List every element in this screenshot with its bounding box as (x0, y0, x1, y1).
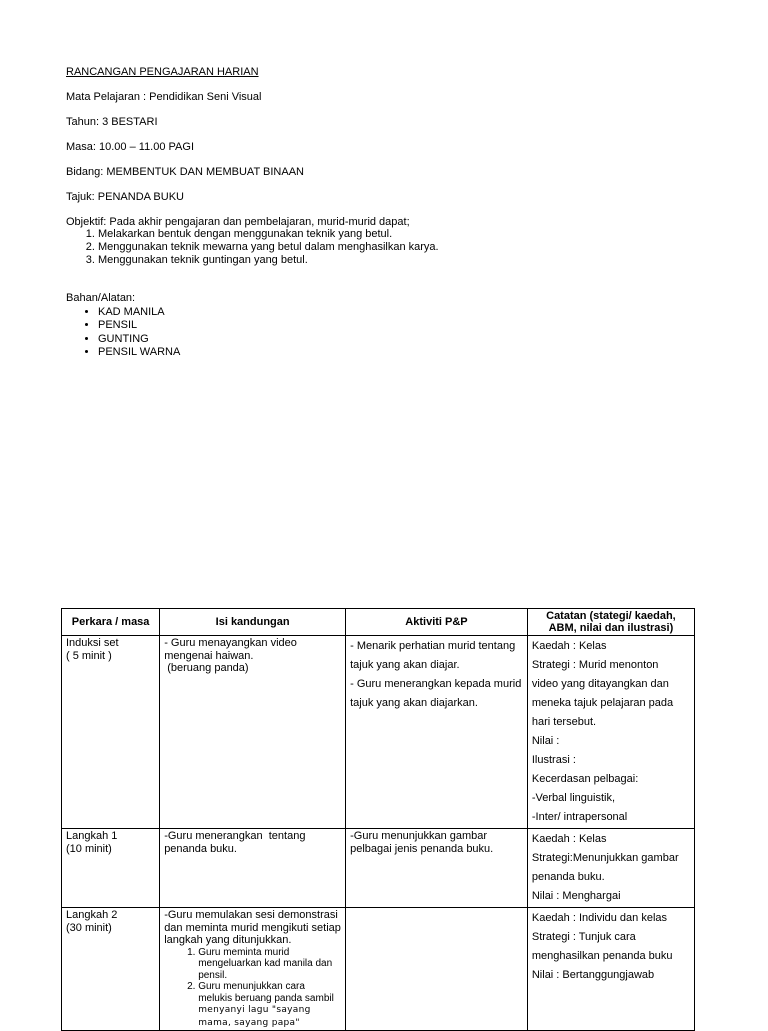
aktiviti-cell (346, 908, 528, 1031)
catatan-line: Nilai : Bertanggungjawab (531, 969, 655, 981)
catatan-cell (527, 636, 694, 829)
objektif-item: 3. Menggunakan teknik guntingan yang betul. (98, 254, 439, 267)
header-catatan: Catatan (stategi/ kaedah, ABM, nilai dan ilustrasi) (527, 609, 694, 636)
header-aktiviti: Aktiviti P&P (346, 609, 528, 636)
isi-line: (beruang panda) (164, 662, 249, 674)
catatan-line: Nilai : Menghargai (531, 890, 621, 902)
tahun: Tahun: 3 BESTARI (66, 116, 158, 128)
catatan-line: Kaedah : Kelas (531, 640, 607, 652)
catatan-line: Kaedah : Individu dan kelas (531, 912, 668, 924)
aktiviti-line: tajuk yang akan diajarkan. (350, 697, 478, 709)
bahan-list (66, 306, 180, 359)
isi-line: mengenai haiwan. (164, 649, 254, 662)
isi-cell (160, 829, 346, 908)
table-row (62, 908, 695, 1031)
table-row (62, 829, 695, 908)
bahan-item: • PENSIL (98, 319, 180, 332)
tajuk: Tajuk: PENANDA BUKU (66, 191, 184, 203)
perkara-line: Langkah 1 (66, 830, 118, 842)
header-isi: Isi kandungan (160, 609, 346, 636)
aktiviti-line: -Guru menunjukkan gambar (350, 830, 488, 842)
catatan-line: penanda buku. (531, 871, 605, 883)
catatan-line: -Inter/ intrapersonal (531, 811, 628, 823)
table-row (62, 636, 695, 829)
document-title: RANCANGAN PENGAJARAN HARIAN (66, 66, 259, 78)
catatan-line: video yang ditayangkan dan (531, 678, 669, 690)
perkara-line: Induksi set (66, 637, 119, 649)
perkara-line: ( 5 minit ) (66, 649, 112, 662)
isi-line: -Guru menerangkan tentang (164, 830, 306, 842)
isi-line: langkah yang ditunjukkan. (164, 934, 292, 946)
isi-line: dan meminta murid mengikuti setiap (164, 921, 341, 934)
demo-step (198, 981, 341, 1029)
objektif-list (66, 228, 439, 267)
catatan-cell (527, 908, 694, 1031)
catatan-line: Strategi:Menunjukkan gambar (531, 852, 679, 864)
isi-line: penanda buku. (164, 842, 237, 855)
perkara-cell (62, 908, 160, 1031)
isi-line: - Guru menayangkan video (164, 637, 297, 649)
masa: Masa: 10.00 – 11.00 PAGI (66, 141, 195, 153)
bahan-item: • GUNTING (98, 333, 180, 346)
mata-pelajaran: Mata Pelajaran : Pendidikan Seni Visual (66, 91, 262, 103)
catatan-line: menghasilkan penanda buku (531, 950, 673, 962)
perkara-line: Langkah 2 (66, 909, 118, 921)
isi-line: -Guru memulakan sesi demonstrasi (164, 909, 338, 921)
isi-cell (160, 908, 346, 1031)
catatan-line: Strategi : Murid menonton (531, 659, 659, 671)
objektif-intro: Objektif: Pada akhir pengajaran dan pembelajaran, murid-murid dapat; (66, 216, 410, 228)
bahan-item: • KAD MANILA (98, 306, 180, 319)
bahan-item: • PENSIL WARNA (98, 346, 180, 359)
isi-cell (160, 636, 346, 829)
catatan-line: Ilustrasi : (531, 754, 576, 766)
catatan-line: Strategi : Tunjuk cara (531, 931, 636, 943)
perkara-line: (10 minit) (66, 842, 112, 855)
aktiviti-cell (346, 829, 528, 908)
catatan-line: meneka tajuk pelajaran pada (531, 697, 674, 709)
bidang: Bidang: MEMBENTUK DAN MEMBUAT BINAAN (66, 166, 304, 178)
perkara-cell (62, 829, 160, 908)
catatan-cell (527, 829, 694, 908)
perkara-cell (62, 636, 160, 829)
lesson-table (61, 608, 695, 1031)
song-text: menyanyi lagu "sayang mama, sayang papa" (198, 1005, 311, 1028)
aktiviti-cell (346, 636, 528, 829)
aktiviti-line: pelbagai jenis penanda buku. (350, 842, 494, 855)
catatan-line: -Verbal linguistik, (531, 792, 616, 804)
demo-steps (164, 947, 341, 1030)
aktiviti-line: tajuk yang akan diajar. (350, 659, 460, 671)
demo-step-text: Guru menunjukkan cara melukis beruang panda sambil (198, 981, 334, 1004)
header-perkara: Perkara / masa (62, 609, 160, 636)
catatan-line: Nilai : (531, 735, 560, 747)
objektif-item: 1. Melakarkan bentuk dengan menggunakan teknik yang betul. (98, 228, 439, 241)
catatan-line: Kecerdasan pelbagai: (531, 773, 639, 785)
catatan-line: Kaedah : Kelas (531, 833, 607, 845)
perkara-line: (30 minit) (66, 921, 112, 934)
aktiviti-line: - Menarik perhatian murid tentang (350, 640, 516, 652)
aktiviti-line: - Guru menerangkan kepada murid (350, 678, 522, 690)
objektif-item: 2. Menggunakan teknik mewarna yang betul dalam menghasilkan karya. (98, 241, 439, 254)
table-header-row (62, 609, 695, 636)
bahan-label: Bahan/Alatan: (66, 292, 136, 304)
demo-step: 1. Guru meminta murid mengeluarkan kad manila dan pensil. (198, 947, 341, 982)
catatan-line: hari tersebut. (531, 716, 597, 728)
